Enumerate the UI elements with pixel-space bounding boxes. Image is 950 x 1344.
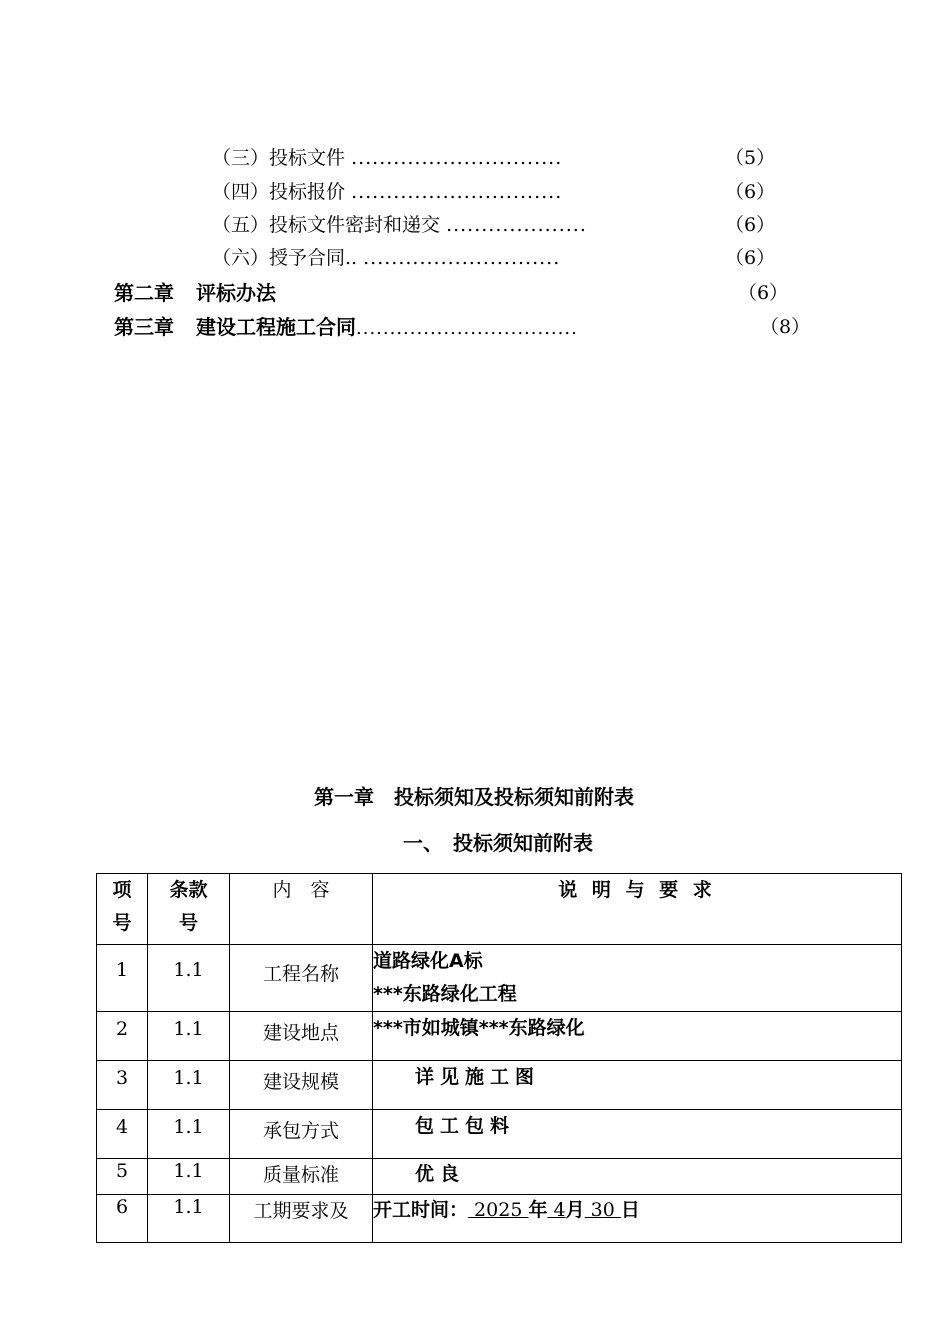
table-row xyxy=(97,1061,902,1110)
row-no: 3 xyxy=(97,1061,148,1110)
toc-page-number: （6） xyxy=(738,282,789,304)
row-item: 工期要求及 xyxy=(230,1195,373,1243)
header-clause-no: 条款号 xyxy=(148,874,230,945)
table-row xyxy=(97,1195,902,1243)
front-attachment-table xyxy=(96,873,902,1243)
row-item: 建设地点 xyxy=(230,1012,373,1061)
row-no: 5 xyxy=(97,1159,148,1195)
toc-chapter-title: 评标办法 xyxy=(196,281,276,305)
header-content: 内 容 xyxy=(230,874,373,945)
toc-page-number: （8） xyxy=(760,316,811,338)
toc-leader-dots: ................................. xyxy=(356,318,578,339)
start-time-label: 开工时间： xyxy=(373,1199,469,1221)
toc-item-label: （六）授予合同.. xyxy=(212,247,358,269)
toc-page-number: （6） xyxy=(725,247,776,269)
toc-leader-dots: .................... xyxy=(446,214,587,236)
toc-item[interactable] xyxy=(212,246,560,270)
row-clause: 1.1 xyxy=(148,1195,230,1243)
row-clause: 1.1 xyxy=(148,1159,230,1195)
chapter-title: 第一章 投标须知及投标须知前附表 xyxy=(314,785,634,809)
row-no: 4 xyxy=(97,1110,148,1159)
header-description: 说 明 与 要 求 xyxy=(373,874,902,945)
toc-leader-dots: .............................. xyxy=(351,147,563,169)
table-row xyxy=(97,1012,902,1061)
table-row xyxy=(97,1110,902,1159)
toc-leader-dots: .............................. xyxy=(351,181,563,203)
start-month: 4 xyxy=(547,1199,566,1221)
table-row xyxy=(97,1159,902,1195)
toc-chapter-number: 第三章 xyxy=(114,315,174,339)
row-item: 质量标准 xyxy=(230,1159,373,1195)
table-header-row xyxy=(97,874,902,945)
toc-chapter[interactable] xyxy=(114,314,578,342)
row-description: 详见施工图 xyxy=(373,1061,902,1110)
row-description: 优良 xyxy=(373,1159,902,1195)
toc-page-number: （6） xyxy=(725,214,776,236)
row-no: 2 xyxy=(97,1012,148,1061)
row-description: 包工包料 xyxy=(373,1110,902,1159)
toc-page-number: （6） xyxy=(725,181,776,203)
toc-item-label: （四）投标报价 xyxy=(212,181,346,203)
row-description: ***市如城镇***东路绿化 xyxy=(373,1012,902,1061)
toc-item[interactable] xyxy=(212,180,562,204)
row-clause: 1.1 xyxy=(148,1110,230,1159)
row-no: 6 xyxy=(97,1195,148,1243)
row-item: 工程名称 xyxy=(230,945,373,1012)
toc-item-label: （三）投标文件 xyxy=(212,147,346,169)
row-description: 开工时间： 2025 年 4月 30 日 xyxy=(373,1195,902,1243)
row-clause: 1.1 xyxy=(148,1061,230,1110)
desc-line: ***东路绿化工程 xyxy=(373,983,517,1005)
desc-line: 道路绿化A标 xyxy=(373,950,483,972)
toc-item[interactable] xyxy=(212,146,562,170)
toc-item[interactable] xyxy=(212,213,587,237)
start-year: 2025 xyxy=(468,1199,529,1221)
row-item: 承包方式 xyxy=(230,1110,373,1159)
row-description xyxy=(373,945,902,1012)
toc-chapter[interactable] xyxy=(114,280,276,306)
row-no: 1 xyxy=(97,945,148,1012)
toc-leader-dots: ............................ xyxy=(363,247,561,269)
row-clause: 1.1 xyxy=(148,1012,230,1061)
section-title: 一、 投标须知前附表 xyxy=(403,831,593,855)
toc-chapter-number: 第二章 xyxy=(114,281,174,305)
toc-page-number: （5） xyxy=(725,147,776,169)
toc-chapter-title: 建设工程施工合同 xyxy=(196,315,356,339)
toc-item-label: （五）投标文件密封和递交 xyxy=(212,214,441,236)
start-day: 30 xyxy=(584,1199,621,1221)
header-item-no: 项号 xyxy=(97,874,148,945)
row-item: 建设规模 xyxy=(230,1061,373,1110)
table-row xyxy=(97,945,902,1012)
row-clause: 1.1 xyxy=(148,945,230,1012)
